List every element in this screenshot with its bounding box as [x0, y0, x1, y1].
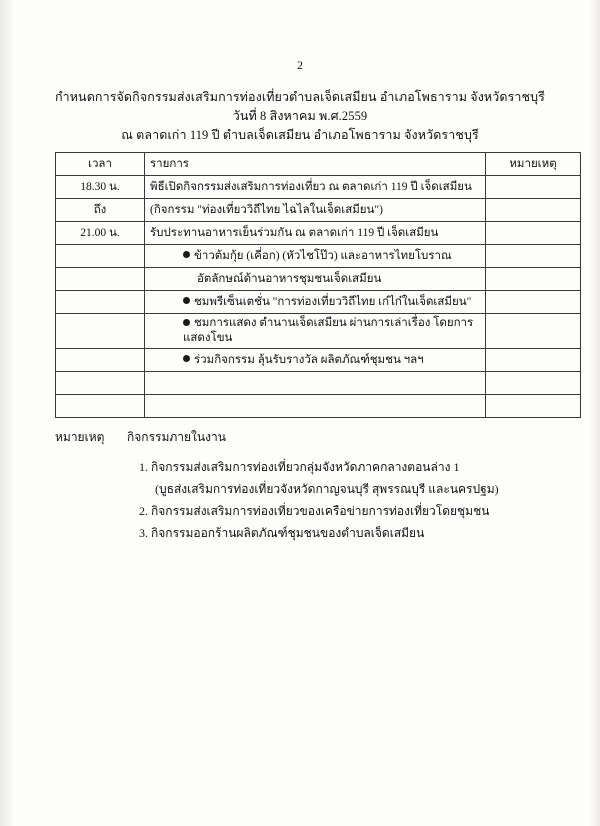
page-number: 2: [297, 58, 303, 72]
cell-item-text: ร่วมกิจกรรม ลุ้นรับรางวัล ผลิตภัณฑ์ชุมชน ฯลฯ: [194, 353, 424, 366]
table-row: [56, 291, 581, 314]
table-row: [56, 372, 581, 395]
bullet-icon: [183, 355, 190, 362]
cell-item: [145, 372, 486, 395]
table-row: [56, 199, 581, 222]
cell-time: [56, 372, 145, 395]
cell-item-text: ชมพรีเซ็นเตชั่น "การท่องเที่ยววิถีไทย เก๋ไก๋ในเจ็ดเสมียน": [194, 295, 472, 308]
cell-item-text: ข้าวต้มกุ้ย (เคี่อก) (หัวไชโป๊ว) และอาหารไทยโบราณ: [194, 249, 452, 262]
table-row: [56, 176, 581, 199]
list-item: 2. กิจกรรมส่งเสริมการท่องเที่ยวของเครือข่ายการท่องเที่ยวโดยชุมชน: [139, 504, 490, 518]
heading-line-2: วันที่ 8 สิงหาคม พ.ศ.2559: [232, 109, 368, 123]
cell-time: [56, 314, 145, 349]
table-row: [56, 222, 581, 245]
cell-note: [486, 372, 581, 395]
cell-note: [486, 314, 581, 349]
column-header-time: เวลา: [56, 153, 145, 176]
cell-item: อัตลักษณ์ด้านอาหารชุมชนเจ็ดเสมียน: [145, 268, 486, 291]
cell-time: [56, 291, 145, 314]
notes-heading-text: กิจกรรมภายในงาน: [127, 430, 226, 444]
cell-note: [486, 395, 581, 418]
bullet-icon: [183, 251, 190, 258]
bullet-icon: [183, 297, 190, 304]
cell-time: [56, 268, 145, 291]
cell-note: [486, 245, 581, 268]
notes-section: [55, 428, 555, 544]
column-header-note: หมายเหตุ: [486, 153, 581, 176]
cell-item: รับประทานอาหารเย็นร่วมกัน ณ ตลาดเก่า 119 ปี เจ็ดเสมียน: [145, 222, 486, 245]
cell-item: [145, 245, 486, 268]
cell-time: 18.30 น.: [56, 176, 145, 199]
cell-note: [486, 176, 581, 199]
heading-line-1: กำหนดการจัดกิจกรรมส่งเสริมการท่องเที่ยวตำบลเจ็ดเสมียน อำเภอโพธาราม จังหวัดราชบุรี: [55, 90, 545, 104]
cell-note: [486, 199, 581, 222]
list-item: (บูธส่งเสริมการท่องเที่ยวจังหวัดกาญจนบุรี สุพรรณบุรี และนครปฐม): [155, 482, 499, 496]
schedule-table: [55, 152, 581, 418]
table-row: [56, 349, 581, 372]
cell-item-text: ชมการแสดง ตำนานเจ็ดเสมียน ผ่านการเล่าเรื่อง โดยการแสดงโขน: [183, 317, 474, 344]
cell-item: พิธีเปิดกิจกรรมส่งเสริมการท่องเที่ยว ณ ตลาดเก่า 119 ปี เจ็ดเสมียน: [145, 176, 486, 199]
cell-note: [486, 291, 581, 314]
cell-time: [56, 395, 145, 418]
heading-line-3: ณ ตลาดเก่า 119 ปี ตำบลเจ็ดเสมียน อำเภอโพธาราม จังหวัดราชบุรี: [121, 128, 479, 142]
list-item: 1. กิจกรรมส่งเสริมการท่องเที่ยวกลุ่มจังหวัดภาคกลางตอนล่าง 1: [139, 460, 460, 474]
schedule-table-body: [56, 176, 581, 418]
cell-item: (กิจกรรม "ท่องเที่ยววิถีไทย ไฉไลในเจ็ดเสมียน"): [145, 199, 486, 222]
cell-note: [486, 222, 581, 245]
cell-item: [145, 395, 486, 418]
document-heading: [0, 88, 600, 145]
table-row: [56, 395, 581, 418]
column-header-item: รายการ: [145, 153, 486, 176]
list-item: 3. กิจกรรมออกร้านผลิตภัณฑ์ชุมชนของตำบลเจ็ดเสมียน: [139, 526, 425, 540]
table-header-row: [56, 153, 581, 176]
table-row: [56, 268, 581, 291]
cell-time: ถึง: [56, 199, 145, 222]
notes-heading: [55, 428, 555, 447]
cell-item: [145, 291, 486, 314]
cell-note: [486, 268, 581, 291]
cell-time: 21.00 น.: [56, 222, 145, 245]
cell-note: [486, 349, 581, 372]
table-row: [56, 314, 581, 349]
cell-time: [56, 349, 145, 372]
notes-label: หมายเหตุ: [55, 430, 105, 444]
notes-list: [55, 456, 555, 544]
cell-item: [145, 349, 486, 372]
bullet-icon: [183, 319, 190, 326]
cell-time: [56, 245, 145, 268]
table-row: [56, 245, 581, 268]
cell-item: [145, 314, 486, 349]
